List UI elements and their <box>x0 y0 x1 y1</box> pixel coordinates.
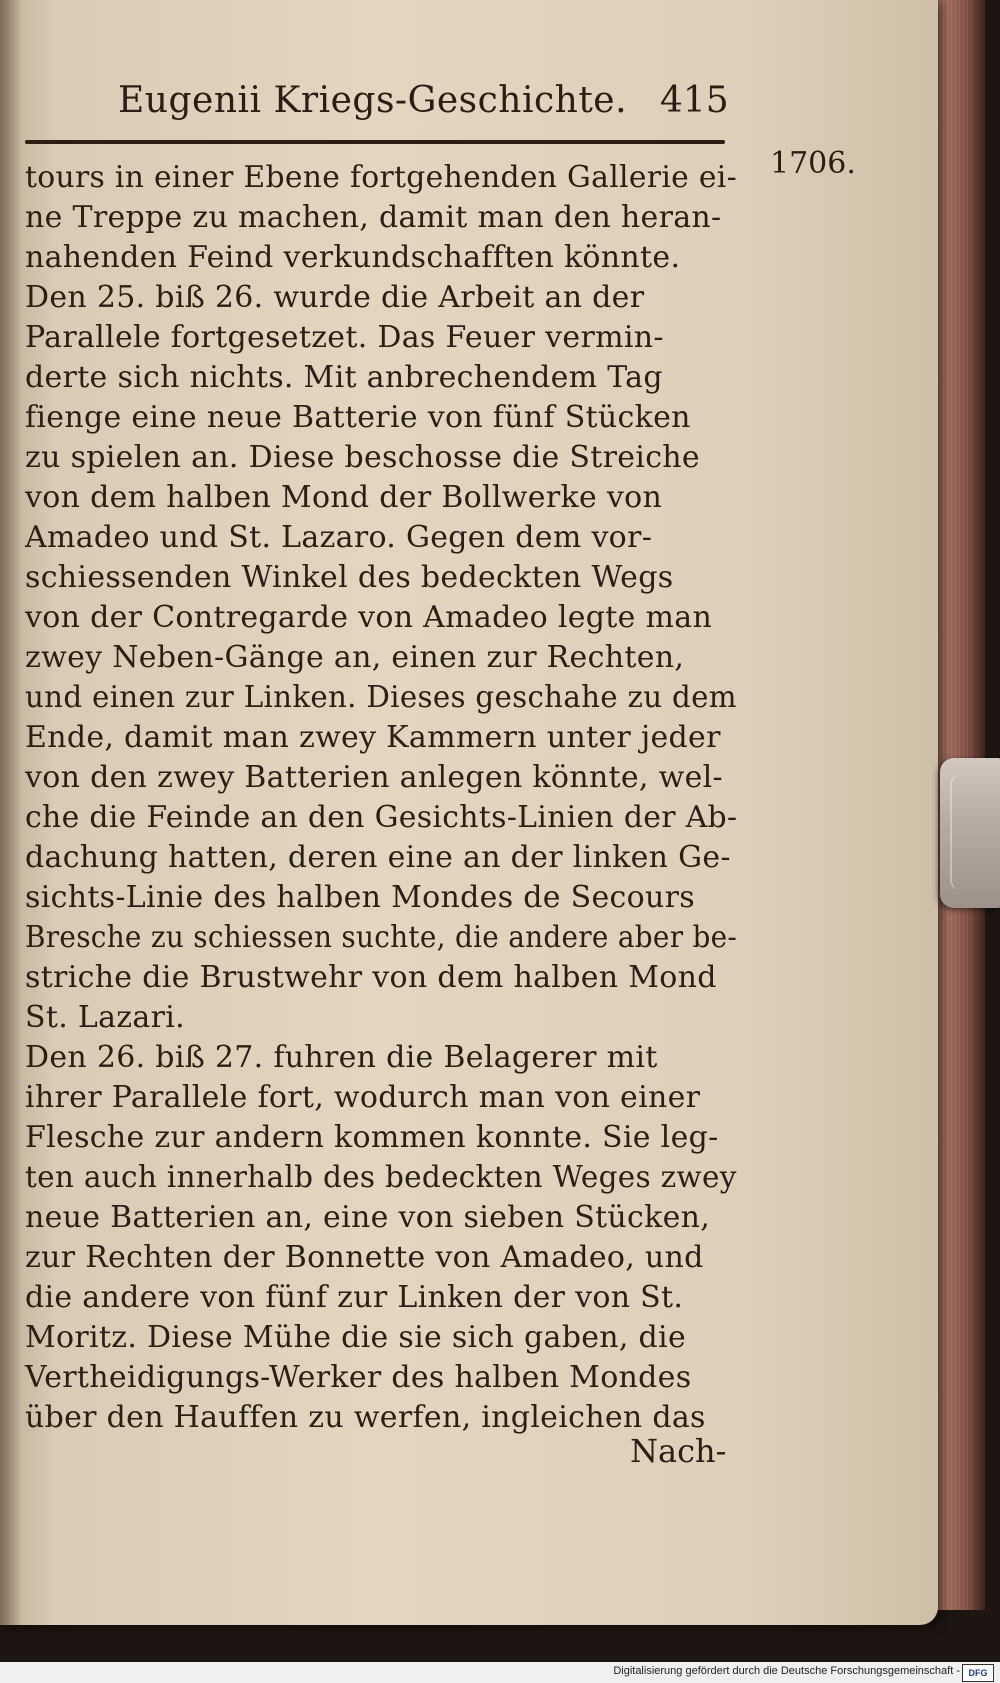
text-line: von der Contregarde von Amadeo legte man <box>25 600 713 635</box>
header-rule <box>25 140 725 144</box>
page-number: 415 <box>660 80 729 121</box>
text-line: nahenden Feind verkundschafften könnte. <box>25 240 681 275</box>
text-line: zur Rechten der Bonnette von Amadeo, und <box>25 1240 704 1275</box>
text-line: tours in einer Ebene fortgehenden Gallerie ei- <box>25 160 737 195</box>
text-line: zwey Neben-Gänge an, einen zur Rechten, <box>25 640 685 675</box>
dfg-logo: DFG <box>962 1664 994 1682</box>
text-line: Parallele fortgesetzet. Das Feuer vermin- <box>25 320 664 355</box>
text-line: neue Batterien an, eine von sieben Stücken, <box>25 1200 711 1235</box>
text-line: von den zwey Batterien anlegen könnte, wel- <box>25 760 723 795</box>
text-line: von dem halben Mond der Bollwerke von <box>25 480 663 515</box>
text-line: ihrer Parallele fort, wodurch man von einer <box>25 1080 701 1115</box>
page-clip-highlight <box>950 775 1000 890</box>
text-line: ten auch innerhalb des bedeckten Weges zwey <box>25 1160 737 1195</box>
text-line: Moritz. Diese Mühe die sie sich gaben, die <box>25 1320 686 1355</box>
text-line: Bresche zu schiessen suchte, die andere aber be- <box>25 920 738 955</box>
catchword: Nach- <box>630 1432 727 1470</box>
text-line: Amadeo und St. Lazaro. Gegen dem vor- <box>25 520 653 555</box>
text-line: Den 25. biß 26. wurde die Arbeit an der <box>25 280 645 315</box>
text-line: die andere von fünf zur Linken der von St. <box>25 1280 684 1315</box>
body-text <box>25 155 740 1535</box>
text-line: Ende, damit man zwey Kammern unter jeder <box>25 720 721 755</box>
text-line: Vertheidigungs-Werker des halben Mondes <box>25 1360 692 1395</box>
text-line: schiessenden Winkel des bedeckten Wegs <box>25 560 674 595</box>
gutter-shadow <box>0 0 22 1625</box>
text-line: striche die Brustwehr von dem halben Mond <box>25 960 717 995</box>
running-title: Eugenii Kriegs-Geschichte. <box>118 80 628 121</box>
text-line: ne Treppe zu machen, damit man den heran- <box>25 200 722 235</box>
text-line: zu spielen an. Diese beschosse die Streiche <box>25 440 700 475</box>
text-line: über den Hauffen zu werfen, ingleichen das <box>25 1400 706 1435</box>
text-line: fienge eine neue Batterie von fünf Stücken <box>25 400 691 435</box>
text-line: und einen zur Linken. Dieses geschahe zu dem <box>25 680 737 715</box>
text-line: Flesche zur andern kommen konnte. Sie leg- <box>25 1120 719 1155</box>
text-line: Den 26. biß 27. fuhren die Belagerer mit <box>25 1040 658 1075</box>
text-line: che die Feinde an den Gesichts-Linien der Ab- <box>25 800 738 835</box>
text-line: sichts-Linie des halben Mondes de Secours <box>25 880 695 915</box>
footer-credit: Digitalisierung gefördert durch die Deutsche Forschungsgemeinschaft - <box>613 1665 960 1677</box>
text-line: derte sich nichts. Mit anbrechendem Tag <box>25 360 663 395</box>
text-line: dachung hatten, deren eine an der linken Ge- <box>25 840 731 875</box>
text-line: St. Lazari. <box>25 1000 185 1035</box>
margin-year: 1706. <box>770 146 856 181</box>
